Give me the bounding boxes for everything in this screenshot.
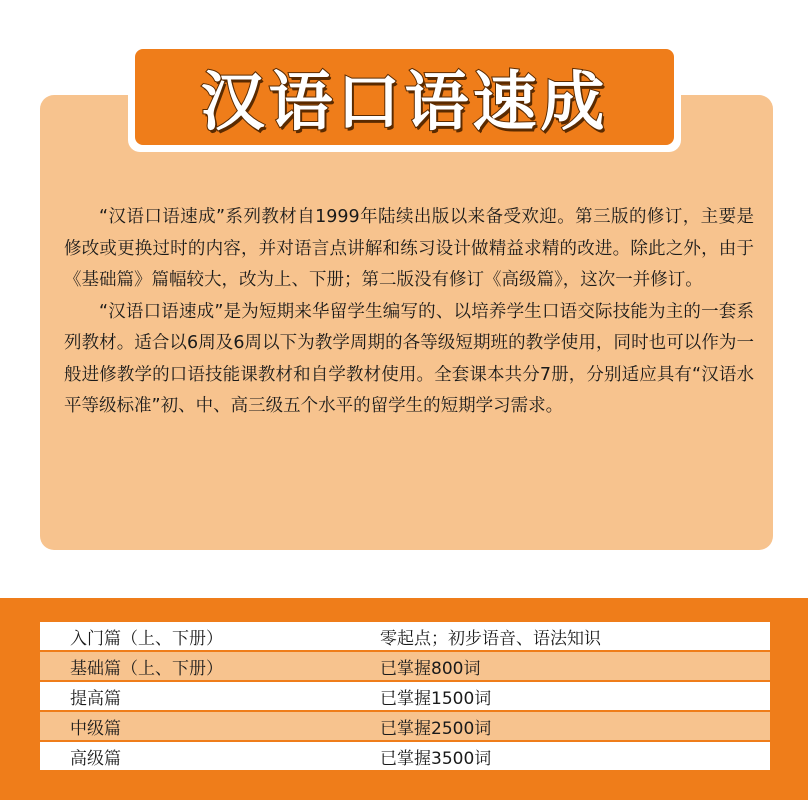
table-row (40, 622, 770, 651)
intro-paragraph: “汉语口语速成”是为短期来华留学生编写的、以培养学生口语交际技能为主的一套系列教材。适合以6周及6周以下为教学周期的各等级短期班的教学使用，同时也可以作为一般进修教学的口语技能课教材和自学教材使用。全套课本共分7册，分别适应具有“汉语水平等级标准”初、中、高三级五个水平的留学生的短期学习需求。 (64, 301, 754, 416)
page-title: 汉语口语速成 (200, 66, 609, 140)
level-requirement: 已掌握2500词 (350, 711, 770, 741)
table-row (40, 651, 770, 681)
title-banner (128, 42, 681, 152)
table-row (40, 741, 770, 771)
level-requirement: 零起点；初步语音、语法知识 (350, 622, 770, 651)
level-requirement: 已掌握1500词 (350, 681, 770, 711)
intro-text (64, 202, 754, 423)
level-name: 基础篇（上、下册） (40, 651, 350, 681)
level-name: 提高篇 (40, 681, 350, 711)
table-row (40, 681, 770, 711)
level-requirement: 已掌握800词 (350, 651, 770, 681)
level-table (40, 622, 770, 772)
table-row (40, 711, 770, 741)
level-name: 入门篇（上、下册） (40, 622, 350, 651)
title-banner-inner (135, 49, 674, 145)
level-name: 高级篇 (40, 741, 350, 771)
level-requirement: 已掌握3500词 (350, 741, 770, 771)
level-name: 中级篇 (40, 711, 350, 741)
intro-paragraph: “汉语口语速成”系列教材自1999年陆续出版以来备受欢迎。第三版的修订，主要是修改或更换过时的内容，并对语言点讲解和练习设计做精益求精的改进。除此之外，由于《基础篇》篇幅较大，改为上、下册；第二版没有修订《高级篇》，这次一并修订。 (64, 207, 754, 290)
